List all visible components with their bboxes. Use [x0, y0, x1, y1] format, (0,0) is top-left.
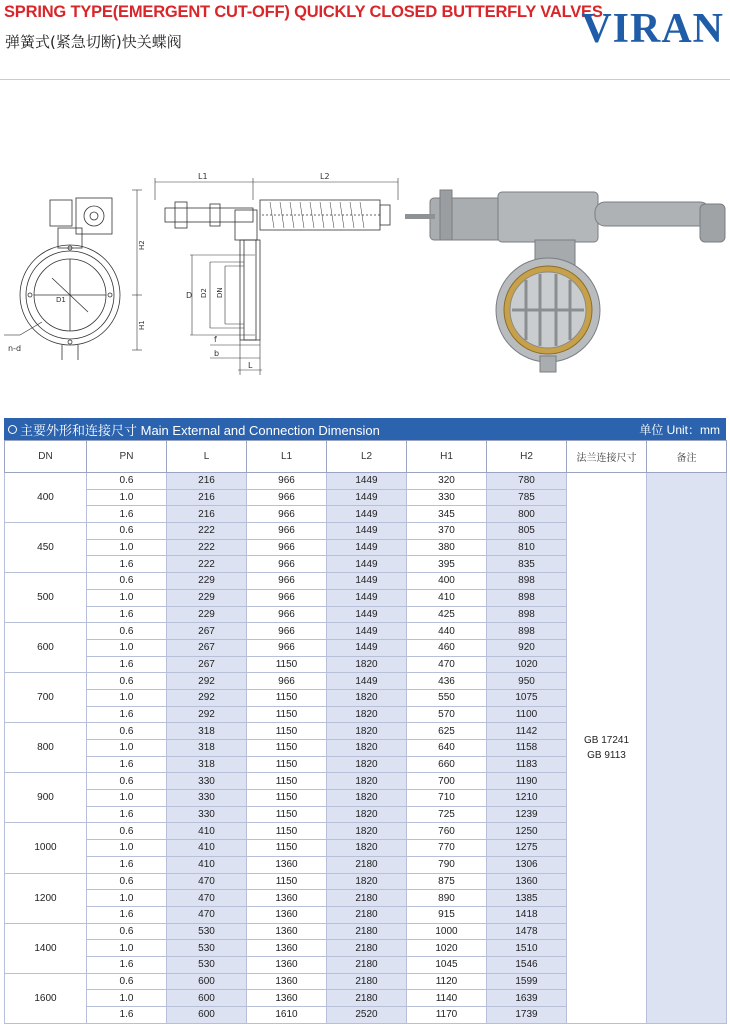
cell-h1: 425	[407, 606, 487, 623]
cell-h2: 1075	[487, 689, 567, 706]
cell-l1: 1150	[247, 706, 327, 723]
cell-pn: 0.6	[87, 473, 167, 490]
cell-l: 600	[167, 1007, 247, 1024]
cell-l1: 1150	[247, 656, 327, 673]
cell-l: 267	[167, 656, 247, 673]
cell-l: 410	[167, 856, 247, 873]
cell-h2: 1546	[487, 956, 567, 973]
cell-l1: 1150	[247, 823, 327, 840]
cell-l: 222	[167, 556, 247, 573]
cell-dn: 400	[5, 473, 87, 523]
cell-pn: 1.6	[87, 656, 167, 673]
cell-h2: 1239	[487, 806, 567, 823]
cell-h1: 700	[407, 773, 487, 790]
cell-h1: 890	[407, 890, 487, 907]
cell-h2: 1306	[487, 856, 567, 873]
standard-line-2: GB 9113	[587, 749, 626, 761]
cell-dn: 900	[5, 773, 87, 823]
cell-h1: 470	[407, 656, 487, 673]
cell-l1: 1150	[247, 756, 327, 773]
cell-l: 530	[167, 923, 247, 940]
label-l: L	[248, 361, 253, 370]
cell-h1: 770	[407, 840, 487, 857]
cell-pn: 0.6	[87, 573, 167, 590]
cell-h2: 1190	[487, 773, 567, 790]
cell-l1: 1150	[247, 689, 327, 706]
label-h1: H1	[138, 320, 146, 330]
cell-l: 318	[167, 756, 247, 773]
cell-l: 267	[167, 639, 247, 656]
cell-l1: 966	[247, 606, 327, 623]
cell-h1: 915	[407, 906, 487, 923]
cell-l: 292	[167, 706, 247, 723]
cell-l2: 1449	[327, 523, 407, 540]
page-title-en: SPRING TYPE(EMERGENT CUT-OFF) QUICKLY CLOSED BUTTERFLY VALVES	[4, 3, 603, 21]
cell-l2: 1449	[327, 489, 407, 506]
cell-l: 330	[167, 806, 247, 823]
cell-dn: 1600	[5, 973, 87, 1023]
cell-l: 470	[167, 890, 247, 907]
cell-l: 330	[167, 790, 247, 807]
cell-h2: 950	[487, 673, 567, 690]
cell-l2: 1449	[327, 539, 407, 556]
table-unit: 单位 Unit：mm	[639, 422, 720, 437]
cell-h1: 380	[407, 539, 487, 556]
cell-h2: 1478	[487, 923, 567, 940]
header-pn: PN	[87, 441, 167, 473]
cell-pn: 0.6	[87, 923, 167, 940]
header-l: L	[167, 441, 247, 473]
cell-l2: 1820	[327, 873, 407, 890]
cell-l2: 2180	[327, 973, 407, 990]
cell-pn: 0.6	[87, 873, 167, 890]
cell-h1: 875	[407, 873, 487, 890]
cell-l: 330	[167, 773, 247, 790]
cell-h1: 345	[407, 506, 487, 523]
cell-h2: 835	[487, 556, 567, 573]
cell-dn: 1200	[5, 873, 87, 923]
cell-h1: 760	[407, 823, 487, 840]
cell-l1: 1150	[247, 790, 327, 807]
cell-h1: 550	[407, 689, 487, 706]
cell-l1: 966	[247, 523, 327, 540]
cell-l: 229	[167, 606, 247, 623]
cell-l2: 2180	[327, 956, 407, 973]
cell-l1: 966	[247, 623, 327, 640]
cell-pn: 1.6	[87, 856, 167, 873]
cell-h1: 400	[407, 573, 487, 590]
cell-h2: 1142	[487, 723, 567, 740]
cell-l1: 966	[247, 506, 327, 523]
cell-l: 229	[167, 573, 247, 590]
cell-h2: 800	[487, 506, 567, 523]
cell-l1: 966	[247, 639, 327, 656]
cell-pn: 0.6	[87, 723, 167, 740]
cell-h2: 1418	[487, 906, 567, 923]
cell-pn: 0.6	[87, 523, 167, 540]
cell-pn: 1.0	[87, 489, 167, 506]
label-d2: D2	[200, 288, 208, 298]
cell-l2: 1820	[327, 806, 407, 823]
cell-l: 216	[167, 489, 247, 506]
cell-l2: 1449	[327, 573, 407, 590]
cell-pn: 0.6	[87, 773, 167, 790]
cell-h2: 920	[487, 639, 567, 656]
cell-dn: 450	[5, 523, 87, 573]
cell-l: 229	[167, 589, 247, 606]
cell-l2: 1449	[327, 473, 407, 490]
cell-l1: 1150	[247, 740, 327, 757]
cell-l: 410	[167, 840, 247, 857]
table-row	[5, 473, 727, 490]
cell-l2: 1820	[327, 840, 407, 857]
cell-h1: 440	[407, 623, 487, 640]
header-h1: H1	[407, 441, 487, 473]
cell-l: 292	[167, 673, 247, 690]
cell-l: 292	[167, 689, 247, 706]
cell-l: 530	[167, 956, 247, 973]
brand-logo: VIRAN	[581, 6, 724, 52]
cell-pn: 1.0	[87, 940, 167, 957]
label-d1: D1	[56, 296, 66, 304]
cell-h2: 898	[487, 623, 567, 640]
cell-h1: 625	[407, 723, 487, 740]
label-d: D	[186, 291, 193, 300]
cell-h1: 660	[407, 756, 487, 773]
cell-h2: 1639	[487, 990, 567, 1007]
cell-h1: 1170	[407, 1007, 487, 1024]
cell-h1: 790	[407, 856, 487, 873]
cell-l1: 1360	[247, 956, 327, 973]
cell-pn: 1.6	[87, 956, 167, 973]
cell-h2: 1385	[487, 890, 567, 907]
cell-l1: 966	[247, 556, 327, 573]
cell-l: 600	[167, 973, 247, 990]
cell-h1: 1000	[407, 923, 487, 940]
label-l2: L2	[320, 172, 330, 181]
cell-l: 600	[167, 990, 247, 1007]
cell-h2: 1360	[487, 873, 567, 890]
cell-l2: 2180	[327, 856, 407, 873]
cell-pn: 1.6	[87, 556, 167, 573]
cell-pn: 1.6	[87, 906, 167, 923]
cell-l1: 1150	[247, 840, 327, 857]
cell-l2: 1820	[327, 740, 407, 757]
cell-pn: 1.0	[87, 840, 167, 857]
cell-h2: 898	[487, 589, 567, 606]
cell-dn: 700	[5, 673, 87, 723]
cell-pn: 1.0	[87, 639, 167, 656]
header-l1: L1	[247, 441, 327, 473]
cell-l2: 1449	[327, 639, 407, 656]
cell-h2: 1183	[487, 756, 567, 773]
cell-l2: 1449	[327, 506, 407, 523]
cell-h2: 1510	[487, 940, 567, 957]
cell-pn: 1.0	[87, 589, 167, 606]
cell-l1: 966	[247, 539, 327, 556]
cell-pn: 1.6	[87, 806, 167, 823]
cell-pn: 1.0	[87, 689, 167, 706]
cell-l2: 1449	[327, 623, 407, 640]
cell-l2: 1820	[327, 773, 407, 790]
cell-h1: 460	[407, 639, 487, 656]
dimension-table-panel	[4, 418, 726, 1024]
table-body	[5, 473, 727, 1024]
side-view-drawing	[155, 178, 398, 375]
cell-l1: 1360	[247, 906, 327, 923]
cell-h1: 1020	[407, 940, 487, 957]
cell-pn: 0.6	[87, 623, 167, 640]
cell-h1: 1140	[407, 990, 487, 1007]
cell-h2: 1158	[487, 740, 567, 757]
cell-h1: 1045	[407, 956, 487, 973]
cell-pn: 1.0	[87, 890, 167, 907]
cell-l2: 1820	[327, 689, 407, 706]
cell-l2: 2180	[327, 906, 407, 923]
cell-l: 267	[167, 623, 247, 640]
cell-l1: 966	[247, 573, 327, 590]
cell-l: 530	[167, 940, 247, 957]
cell-l1: 1150	[247, 773, 327, 790]
cell-h1: 410	[407, 589, 487, 606]
cell-h2: 810	[487, 539, 567, 556]
label-h2: H2	[138, 240, 146, 250]
dimension-table	[4, 440, 727, 1024]
cell-l: 216	[167, 473, 247, 490]
cell-l: 216	[167, 506, 247, 523]
cell-h1: 710	[407, 790, 487, 807]
cell-l2: 1820	[327, 790, 407, 807]
header-l2: L2	[327, 441, 407, 473]
cell-pn: 1.0	[87, 740, 167, 757]
circle-bullet-icon	[8, 425, 17, 434]
cell-l2: 1449	[327, 606, 407, 623]
cell-h1: 330	[407, 489, 487, 506]
cell-h1: 640	[407, 740, 487, 757]
cell-h2: 898	[487, 606, 567, 623]
table-header-row	[5, 441, 727, 473]
cell-l2: 2180	[327, 890, 407, 907]
cell-l2: 2180	[327, 940, 407, 957]
table-title: 主要外形和连接尺寸 Main External and Connection Dimension	[20, 422, 380, 438]
cell-l2: 1449	[327, 673, 407, 690]
cell-l1: 1360	[247, 973, 327, 990]
cell-remark	[647, 473, 727, 1024]
cell-l1: 1150	[247, 806, 327, 823]
cell-dn: 1000	[5, 823, 87, 873]
cell-h2: 1275	[487, 840, 567, 857]
cell-l1: 1360	[247, 940, 327, 957]
label-nd: n-d	[8, 344, 22, 353]
cell-l2: 1820	[327, 656, 407, 673]
cell-h1: 320	[407, 473, 487, 490]
label-dn: DN	[216, 287, 224, 298]
cell-dn: 1400	[5, 923, 87, 973]
valve-drawings	[0, 170, 730, 385]
header-remark: 备注	[647, 441, 727, 473]
cell-l1: 1150	[247, 873, 327, 890]
cell-l1: 1360	[247, 890, 327, 907]
cell-pn: 0.6	[87, 973, 167, 990]
cell-pn: 1.6	[87, 756, 167, 773]
cell-l: 318	[167, 723, 247, 740]
cell-pn: 0.6	[87, 823, 167, 840]
cell-l2: 2520	[327, 1007, 407, 1024]
cell-l2: 1820	[327, 756, 407, 773]
cell-h2: 785	[487, 489, 567, 506]
cell-l1: 1360	[247, 856, 327, 873]
cell-h1: 570	[407, 706, 487, 723]
cell-pn: 1.0	[87, 990, 167, 1007]
header-flange: 法兰连接尺寸	[567, 441, 647, 473]
cell-l2: 2180	[327, 990, 407, 1007]
standard-line-1: GB 17241	[583, 734, 630, 746]
cell-dn: 500	[5, 573, 87, 623]
cell-l2: 1820	[327, 723, 407, 740]
cell-h2: 898	[487, 573, 567, 590]
label-b: b	[214, 349, 220, 358]
cell-pn: 0.6	[87, 673, 167, 690]
cell-pn: 1.6	[87, 1007, 167, 1024]
cell-pn: 1.0	[87, 790, 167, 807]
cell-h2: 1599	[487, 973, 567, 990]
cell-l2: 1449	[327, 556, 407, 573]
cell-h1: 725	[407, 806, 487, 823]
header-h2: H2	[487, 441, 567, 473]
cell-l1: 1360	[247, 923, 327, 940]
cell-l2: 1449	[327, 589, 407, 606]
label-l1: L1	[198, 172, 208, 181]
cell-h2: 780	[487, 473, 567, 490]
cell-l: 470	[167, 906, 247, 923]
cell-h2: 1100	[487, 706, 567, 723]
table-title-bar	[4, 418, 726, 440]
valve-product-image	[405, 190, 725, 372]
header-divider	[0, 79, 730, 80]
cell-pn: 1.6	[87, 506, 167, 523]
cell-h2: 1739	[487, 1007, 567, 1024]
cell-h2: 805	[487, 523, 567, 540]
cell-l1: 1610	[247, 1007, 327, 1024]
header-dn: DN	[5, 441, 87, 473]
cell-pn: 1.6	[87, 606, 167, 623]
front-view-drawing	[4, 190, 142, 360]
cell-l1: 966	[247, 489, 327, 506]
page-title-cn: 弹簧式(紧急切断)快关蝶阀	[5, 33, 182, 51]
cell-l1: 1150	[247, 723, 327, 740]
cell-l1: 966	[247, 473, 327, 490]
cell-l1: 1360	[247, 990, 327, 1007]
cell-pn: 1.6	[87, 706, 167, 723]
cell-l1: 966	[247, 589, 327, 606]
cell-l: 410	[167, 823, 247, 840]
cell-h1: 436	[407, 673, 487, 690]
cell-h1: 395	[407, 556, 487, 573]
cell-h2: 1250	[487, 823, 567, 840]
cell-l2: 1820	[327, 823, 407, 840]
cell-l2: 1820	[327, 706, 407, 723]
cell-l: 222	[167, 539, 247, 556]
cell-l2: 2180	[327, 923, 407, 940]
cell-h1: 1120	[407, 973, 487, 990]
cell-l: 222	[167, 523, 247, 540]
cell-h2: 1020	[487, 656, 567, 673]
label-f: f	[214, 335, 217, 344]
cell-l: 470	[167, 873, 247, 890]
cell-flange-standard	[567, 473, 647, 1024]
cell-pn: 1.0	[87, 539, 167, 556]
cell-dn: 800	[5, 723, 87, 773]
cell-h2: 1210	[487, 790, 567, 807]
cell-l1: 966	[247, 673, 327, 690]
cell-dn: 600	[5, 623, 87, 673]
cell-l: 318	[167, 740, 247, 757]
cell-h1: 370	[407, 523, 487, 540]
